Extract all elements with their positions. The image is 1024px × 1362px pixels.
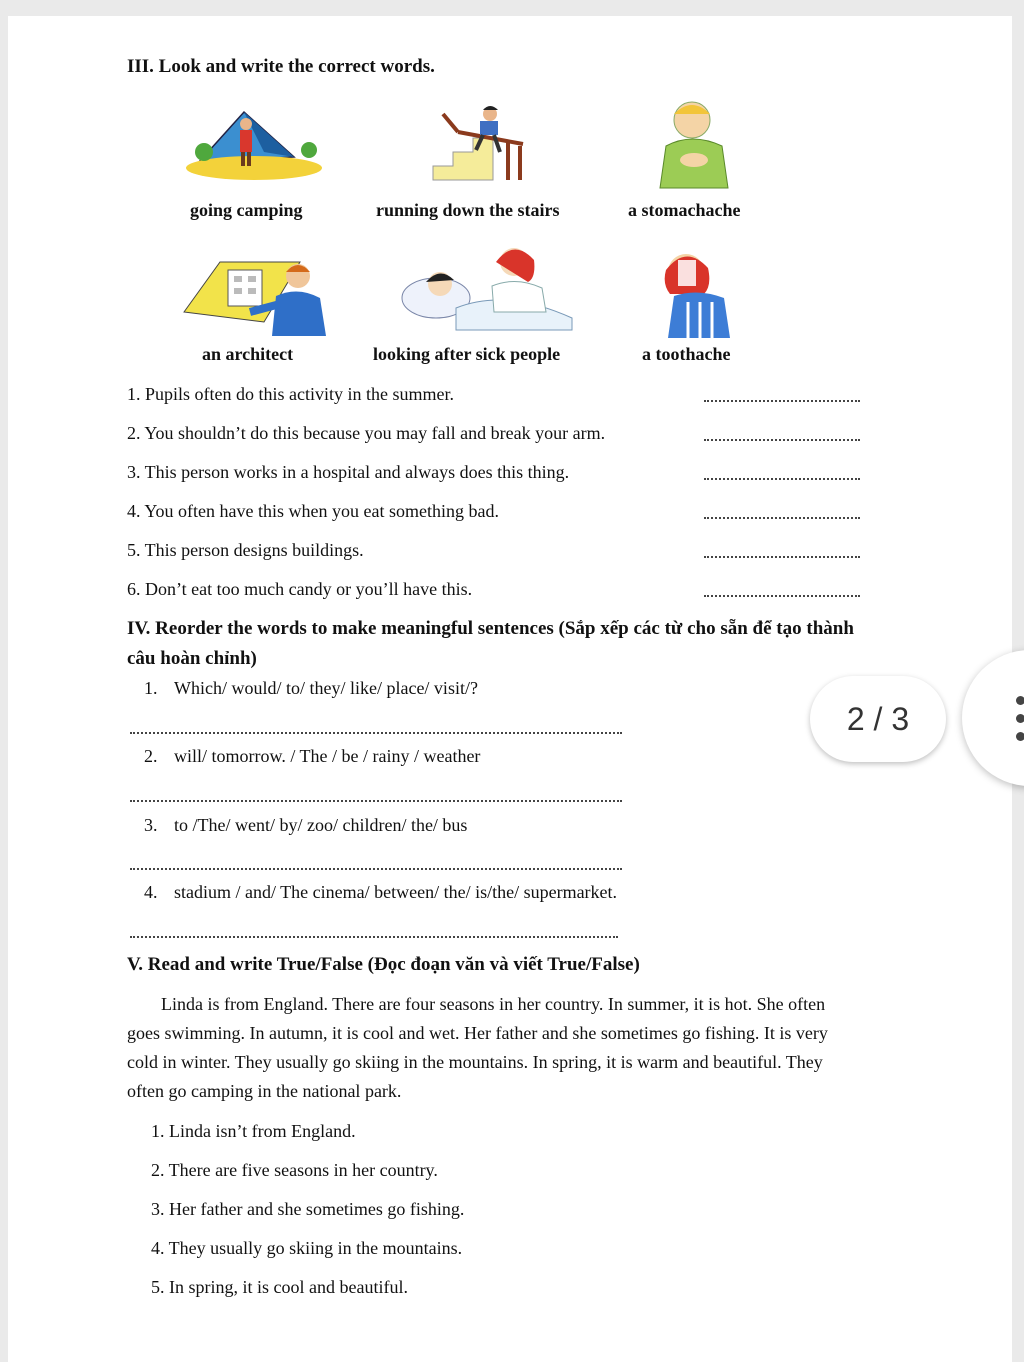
section-4-title-cont: câu hoàn chỉnh) bbox=[127, 648, 257, 669]
question-5: 5. This person designs buildings. bbox=[127, 540, 364, 560]
sick-care-picture bbox=[396, 238, 580, 334]
statement-4: 4. They usually go skiing in the mountains. bbox=[151, 1238, 463, 1258]
statement-5: 5. In spring, it is cool and beautiful. bbox=[151, 1277, 408, 1297]
reorder-num-3: 3. bbox=[144, 815, 158, 835]
reorder-item-1: Which/ would/ to/ they/ like/ place/ visit/? bbox=[174, 678, 478, 698]
reorder-blank-3 bbox=[130, 868, 622, 870]
toothache-picture bbox=[648, 242, 744, 338]
reorder-blank-2 bbox=[130, 800, 622, 802]
caption-running-down-stairs: running down the stairs bbox=[376, 200, 560, 220]
answer-blank-2 bbox=[704, 439, 860, 441]
stomachache-picture bbox=[652, 96, 738, 192]
answer-blank-6 bbox=[704, 595, 860, 597]
reorder-item-4: stadium / and/ The cinema/ between/ the/ is/the/ supermarket. bbox=[174, 882, 618, 902]
reorder-blank-4 bbox=[130, 936, 618, 938]
answer-blank-5 bbox=[704, 556, 860, 558]
question-3: 3. This person works in a hospital and always does this thing. bbox=[127, 462, 570, 482]
answer-blank-4 bbox=[704, 517, 860, 519]
caption-architect: an architect bbox=[202, 344, 294, 364]
passage-line-2: goes swimming. In autumn, it is cool and wet. Her father and she sometimes go fishing. It is very bbox=[127, 1023, 828, 1043]
caption-looking-after-sick-people: looking after sick people bbox=[373, 344, 561, 364]
statement-3: 3. Her father and she sometimes go fishing. bbox=[151, 1199, 465, 1219]
question-6: 6. Don’t eat too much candy or you’ll have this. bbox=[127, 579, 473, 599]
question-4: 4. You often have this when you eat something bad. bbox=[127, 501, 499, 521]
camping-picture bbox=[184, 102, 324, 182]
statement-1: 1. Linda isn’t from England. bbox=[151, 1121, 356, 1141]
section-4-title: IV. Reorder the words to make meaningful sentences (Sắp xếp các từ cho sẵn để tạo thành bbox=[127, 618, 854, 639]
stairs-picture bbox=[428, 102, 528, 184]
caption-toothache: a toothache bbox=[642, 344, 731, 364]
reorder-item-2: will/ tomorrow. / The / be / rainy / weather bbox=[174, 746, 481, 766]
passage-line-1: Linda is from England. There are four seasons in her country. In summer, it is hot. She often bbox=[161, 994, 826, 1014]
answer-blank-1 bbox=[704, 400, 860, 402]
reorder-num-1: 1. bbox=[144, 678, 158, 698]
passage-line-3: cold in winter. They usually go skiing in the mountains. In spring, it is warm and beautiful. They bbox=[127, 1052, 823, 1072]
section-3-title: III. Look and write the correct words. bbox=[127, 56, 435, 77]
question-1: 1. Pupils often do this activity in the summer. bbox=[127, 384, 454, 404]
answer-blank-3 bbox=[704, 478, 860, 480]
question-2: 2. You shouldn’t do this because you may fall and break your arm. bbox=[127, 423, 606, 443]
architect-picture bbox=[180, 252, 330, 336]
section-5-title: V. Read and write True/False (Đọc đoạn văn và viết True/False) bbox=[127, 954, 640, 975]
reorder-num-2: 2. bbox=[144, 746, 158, 766]
reorder-blank-1 bbox=[130, 732, 622, 734]
caption-going-camping: going camping bbox=[190, 200, 303, 220]
page-indicator[interactable]: 2 / 3 bbox=[810, 676, 946, 762]
statement-2: 2. There are five seasons in her country. bbox=[151, 1160, 438, 1180]
reorder-item-3: to /The/ went/ by/ zoo/ children/ the/ bus bbox=[174, 815, 468, 835]
caption-stomachache: a stomachache bbox=[628, 200, 741, 220]
passage-line-4: often go camping in the national park. bbox=[127, 1081, 402, 1101]
reorder-num-4: 4. bbox=[144, 882, 158, 902]
